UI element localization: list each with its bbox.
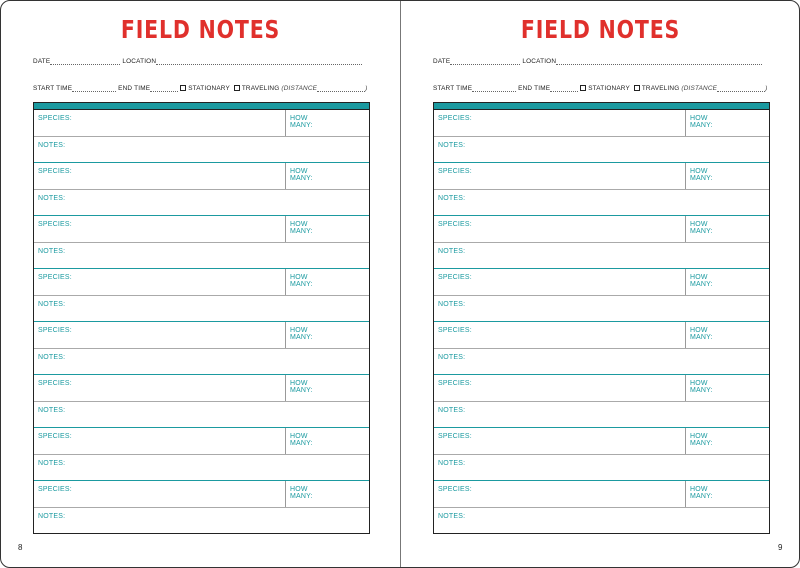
species-row[interactable] [34, 375, 369, 402]
notes-label: NOTES: [38, 300, 66, 308]
how-many-cell[interactable] [685, 375, 713, 401]
how-many-label: HOW MANY: [690, 221, 713, 235]
how-many-cell[interactable] [285, 269, 313, 295]
table-header-bar [34, 103, 369, 110]
notes-label: NOTES: [38, 512, 66, 520]
how-many-cell[interactable] [285, 216, 313, 242]
species-label: SPECIES: [38, 274, 72, 281]
stationary-checkbox[interactable] [580, 85, 586, 91]
notes-label: NOTES: [438, 512, 466, 520]
species-row[interactable] [34, 216, 369, 243]
how-many-label: HOW MANY: [690, 380, 713, 394]
notes-label: NOTES: [438, 194, 466, 202]
how-many-cell[interactable] [685, 428, 713, 454]
end-time-field[interactable] [150, 86, 178, 92]
how-many-label: HOW MANY: [690, 486, 713, 500]
species-label: SPECIES: [438, 221, 472, 228]
date-field[interactable] [50, 59, 120, 65]
how-many-label: HOW MANY: [290, 486, 313, 500]
traveling-label: TRAVELING [641, 85, 680, 93]
time-line [33, 85, 367, 92]
notes-label: NOTES: [38, 353, 66, 361]
page-title: FIELD NOTES [520, 15, 681, 44]
page-number: 8 [18, 543, 23, 552]
start-time-field[interactable] [72, 86, 116, 92]
location-field[interactable] [156, 59, 362, 65]
notes-row[interactable] [434, 137, 769, 164]
species-label: SPECIES: [38, 115, 72, 122]
how-many-cell[interactable] [285, 481, 313, 507]
how-many-cell[interactable] [285, 375, 313, 401]
notes-row[interactable] [434, 455, 769, 482]
distance-close: ) [765, 85, 768, 93]
distance-label: (DISTANCE [681, 85, 718, 93]
notes-row[interactable] [434, 243, 769, 270]
species-label: SPECIES: [38, 221, 72, 228]
species-label: SPECIES: [438, 486, 472, 493]
notes-row[interactable] [34, 508, 369, 535]
how-many-cell[interactable] [685, 481, 713, 507]
notes-row[interactable] [34, 349, 369, 376]
species-row[interactable] [434, 375, 769, 402]
species-row[interactable] [434, 110, 769, 137]
date-label: DATE [33, 58, 51, 65]
species-row[interactable] [34, 163, 369, 190]
how-many-label: HOW MANY: [690, 115, 713, 129]
how-many-cell[interactable] [685, 110, 713, 136]
how-many-label: HOW MANY: [290, 433, 313, 447]
species-label: SPECIES: [38, 433, 72, 440]
notes-row[interactable] [34, 243, 369, 270]
location-label: LOCATION [522, 58, 557, 65]
table-header-bar [434, 103, 769, 110]
start-time-label: START TIME [33, 85, 73, 93]
how-many-cell[interactable] [685, 216, 713, 242]
left-page [1, 1, 400, 567]
traveling-label: TRAVELING [241, 85, 280, 93]
notes-label: NOTES: [438, 141, 466, 149]
species-row[interactable] [34, 428, 369, 455]
distance-field[interactable] [317, 85, 368, 93]
species-row[interactable] [34, 481, 369, 508]
how-many-label: HOW MANY: [690, 168, 713, 182]
stationary-checkbox[interactable] [180, 85, 186, 91]
notes-label: NOTES: [38, 406, 66, 414]
notes-row[interactable] [434, 508, 769, 535]
end-time-label: END TIME [518, 85, 551, 93]
end-time-field[interactable] [550, 86, 578, 92]
notes-label: NOTES: [438, 353, 466, 361]
distance-label: (DISTANCE [281, 85, 318, 93]
species-label: SPECIES: [438, 168, 472, 175]
species-label: SPECIES: [438, 115, 472, 122]
species-label: SPECIES: [438, 380, 472, 387]
date-field[interactable] [450, 59, 520, 65]
traveling-checkbox[interactable] [634, 85, 640, 91]
start-time-label: START TIME [433, 85, 473, 93]
distance-field[interactable] [717, 85, 768, 93]
species-row[interactable] [434, 269, 769, 296]
location-field[interactable] [556, 59, 762, 65]
notes-row[interactable] [434, 296, 769, 323]
how-many-cell[interactable] [685, 269, 713, 295]
species-label: SPECIES: [438, 433, 472, 440]
how-many-cell[interactable] [285, 163, 313, 189]
how-many-label: HOW MANY: [290, 168, 313, 182]
notes-label: NOTES: [38, 459, 66, 467]
date-location-line [33, 58, 362, 65]
species-label: SPECIES: [38, 380, 72, 387]
date-label: DATE [433, 58, 451, 65]
how-many-label: HOW MANY: [690, 274, 713, 288]
how-many-cell[interactable] [285, 428, 313, 454]
notes-label: NOTES: [38, 247, 66, 255]
species-label: SPECIES: [38, 168, 72, 175]
notes-row[interactable] [34, 137, 369, 164]
date-location-line [433, 58, 762, 65]
how-many-cell[interactable] [685, 163, 713, 189]
notes-label: NOTES: [438, 300, 466, 308]
species-row[interactable] [34, 322, 369, 349]
how-many-label: HOW MANY: [690, 327, 713, 341]
notes-label: NOTES: [438, 247, 466, 255]
species-label: SPECIES: [38, 327, 72, 334]
species-row[interactable] [34, 110, 369, 137]
how-many-label: HOW MANY: [290, 327, 313, 341]
species-row[interactable] [434, 428, 769, 455]
how-many-label: HOW MANY: [690, 433, 713, 447]
observation-table [433, 102, 770, 534]
notes-row[interactable] [434, 190, 769, 217]
species-row[interactable] [34, 269, 369, 296]
stationary-label: STATIONARY [188, 85, 230, 93]
species-row[interactable] [434, 163, 769, 190]
page-title: FIELD NOTES [120, 15, 281, 44]
species-row[interactable] [434, 481, 769, 508]
species-row[interactable] [434, 216, 769, 243]
time-line [433, 85, 767, 92]
notes-label: NOTES: [38, 141, 66, 149]
notes-row[interactable] [34, 402, 369, 429]
how-many-cell[interactable] [285, 322, 313, 348]
notes-row[interactable] [34, 190, 369, 217]
notes-row[interactable] [434, 402, 769, 429]
notes-label: NOTES: [38, 194, 66, 202]
how-many-cell[interactable] [685, 322, 713, 348]
notes-row[interactable] [34, 296, 369, 323]
start-time-field[interactable] [472, 86, 516, 92]
notes-row[interactable] [434, 349, 769, 376]
how-many-label: HOW MANY: [290, 221, 313, 235]
species-row[interactable] [434, 322, 769, 349]
notes-row[interactable] [34, 455, 369, 482]
page-number: 9 [778, 543, 783, 552]
how-many-label: HOW MANY: [290, 380, 313, 394]
species-label: SPECIES: [38, 486, 72, 493]
notes-label: NOTES: [438, 406, 466, 414]
location-label: LOCATION [122, 58, 157, 65]
notes-label: NOTES: [438, 459, 466, 467]
observation-table [33, 102, 370, 534]
species-label: SPECIES: [438, 327, 472, 334]
species-label: SPECIES: [438, 274, 472, 281]
how-many-label: HOW MANY: [290, 274, 313, 288]
end-time-label: END TIME [118, 85, 151, 93]
traveling-checkbox[interactable] [234, 85, 240, 91]
right-page [401, 1, 800, 567]
distance-close: ) [365, 85, 368, 93]
stationary-label: STATIONARY [588, 85, 630, 93]
how-many-label: HOW MANY: [290, 115, 313, 129]
how-many-cell[interactable] [285, 110, 313, 136]
